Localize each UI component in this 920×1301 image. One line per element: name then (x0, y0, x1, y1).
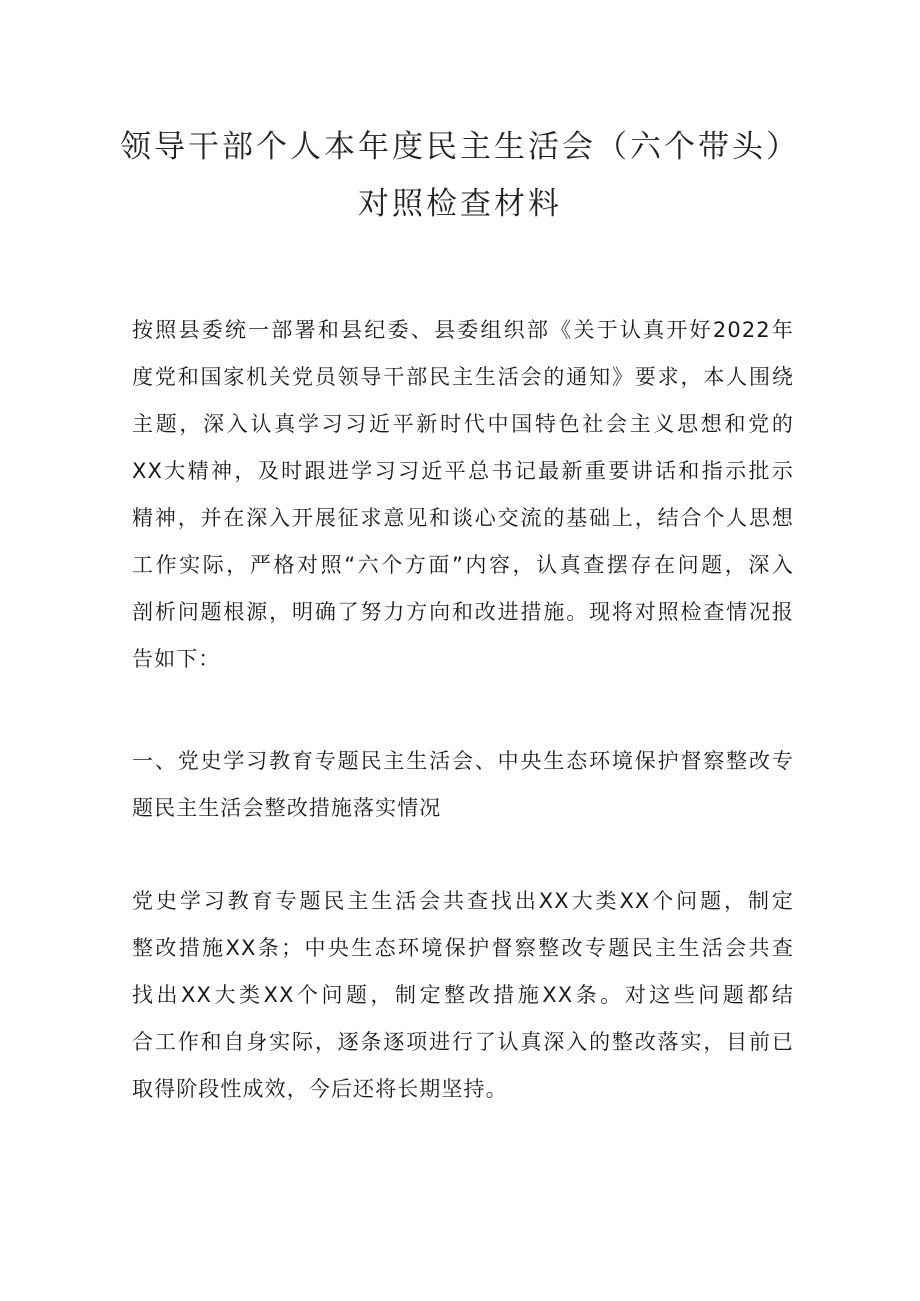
section-body-line: 取得阶段性成效，今后还将长期坚持。 (132, 1077, 508, 1101)
section-heading-line: 题民主生活会整改措施落实情况 (132, 796, 442, 820)
intro-line: 告如下： (132, 647, 221, 671)
section-body-line: 找出XX大类XX个问题，制定整改措施XX条。对这些问题都结 (132, 983, 794, 1007)
intro-line: XX大精神，及时跟进学习习近平总书记最新重要讲话和指示批示 (132, 459, 794, 483)
intro-line: 度党和国家机关党员领导干部民主生活会的通知》要求，本人围绕 (132, 365, 794, 389)
section-1-heading (132, 738, 794, 832)
section-body-line: 整改措施XX条；中央生态环境保护督察整改专题民主生活会共查 (132, 936, 794, 960)
intro-paragraph (132, 307, 794, 683)
section-body-line: 党史学习教育专题民主生活会共查找出XX大类XX个问题，制定 (132, 889, 794, 913)
intro-line: 精神，并在深入开展征求意见和谈心交流的基础上，结合个人思想 (132, 506, 794, 530)
section-1-body (132, 878, 794, 1113)
section-body-line: 合工作和自身实际，逐条逐项进行了认真深入的整改落实，目前已 (132, 1030, 794, 1054)
document-title-line-1: 领导干部个人本年度民主生活会（六个带头） (120, 129, 800, 165)
document-title-line-2: 对照检查材料 (358, 186, 562, 222)
intro-line: 工作实际，严格对照“六个方面”内容，认真查摆存在问题，深入 (132, 553, 794, 577)
intro-line: 主题，深入认真学习习近平新时代中国特色社会主义思想和党的 (132, 412, 794, 436)
section-heading-line: 一、党史学习教育专题民主生活会、中央生态环境保护督察整改专 (132, 749, 794, 773)
intro-line: 剖析问题根源，明确了努力方向和改进措施。现将对照检查情况报 (132, 600, 794, 624)
intro-line: 按照县委统一部署和县纪委、县委组织部《关于认真开好2022年 (132, 318, 794, 342)
